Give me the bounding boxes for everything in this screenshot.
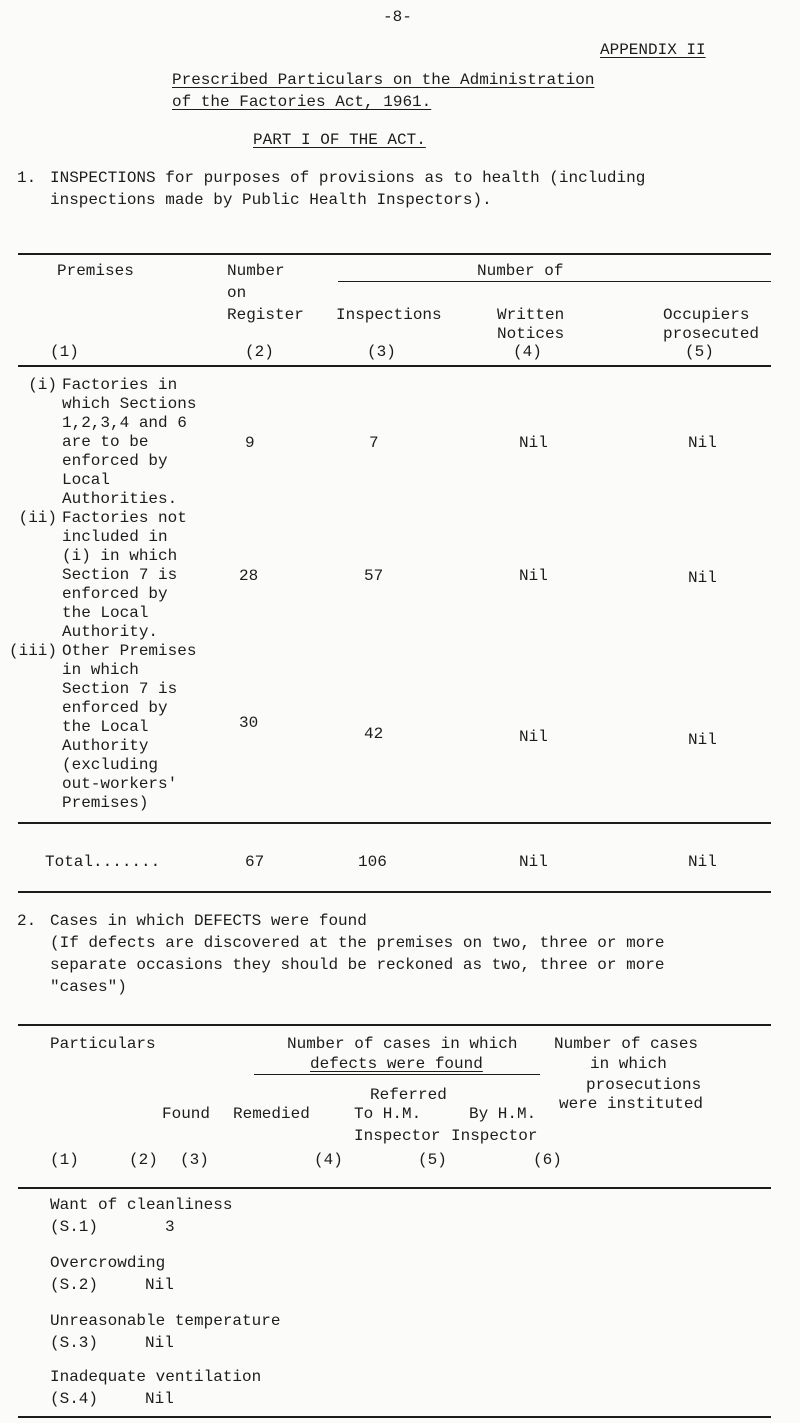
total-inspections: 106 bbox=[358, 853, 387, 871]
defect-code: (S.4) bbox=[50, 1390, 99, 1408]
row-prosecuted: Nil bbox=[688, 731, 717, 749]
col-occupiers-header-1: Occupiers bbox=[663, 306, 750, 324]
row-notices: Nil bbox=[519, 567, 548, 585]
row-label: (i) bbox=[28, 376, 57, 394]
col-prosecutions-header-4: were instituted bbox=[559, 1095, 704, 1113]
defect-code: (S.1) bbox=[50, 1218, 99, 1236]
col-num-4: (4) bbox=[314, 1151, 343, 1169]
section2-heading-line1: Cases in which DEFECTS were found bbox=[50, 912, 367, 930]
total-prosecuted: Nil bbox=[688, 853, 717, 871]
row-inspections: 57 bbox=[364, 567, 384, 585]
col-found-header: Found bbox=[162, 1105, 211, 1123]
col-occupiers-num: (5) bbox=[685, 343, 714, 361]
col-register-header-1: Number bbox=[227, 262, 285, 280]
section1-number: 1. bbox=[17, 169, 37, 187]
total-label: Total....... bbox=[45, 853, 161, 871]
row-label: (iii) bbox=[8, 642, 57, 660]
row-description: Other Premises in which Section 7 is enforced by the Local Authority (excluding out-workers' Premises) bbox=[62, 642, 197, 812]
row-description: Factories in which Sections 1,2,3,4 and 6 are to be enforced by Local Authorities. bbox=[62, 376, 197, 508]
defect-found: Nil bbox=[145, 1276, 174, 1294]
row-inspections: 7 bbox=[369, 434, 379, 452]
col-by-hm-header-2: Inspector bbox=[451, 1127, 538, 1145]
total-register: 67 bbox=[245, 853, 265, 871]
row-prosecuted: Nil bbox=[688, 434, 717, 452]
defect-label: Want of cleanliness bbox=[50, 1196, 233, 1214]
defect-code: (S.2) bbox=[50, 1276, 99, 1294]
col-premises-header: Premises bbox=[57, 262, 134, 280]
defect-found: Nil bbox=[145, 1334, 174, 1352]
col-referred-header: Referred bbox=[370, 1086, 447, 1104]
number-of-header: Number of bbox=[477, 262, 564, 280]
col-to-hm-header-1: To H.M. bbox=[354, 1105, 422, 1123]
appendix-label: APPENDIX II bbox=[600, 41, 706, 59]
row-notices: Nil bbox=[519, 728, 548, 746]
col-inspections-header: Inspections bbox=[336, 306, 442, 324]
total-notices: Nil bbox=[519, 853, 548, 871]
col-prosecutions-header-3: prosecutions bbox=[586, 1076, 702, 1094]
table-bottom-rule bbox=[18, 891, 771, 893]
defects-bottom-rule bbox=[18, 1416, 771, 1418]
row-register: 30 bbox=[239, 714, 259, 732]
col-num-1: (1) bbox=[50, 1151, 79, 1169]
col-prosecutions-header-2: in which bbox=[590, 1055, 667, 1073]
col-particulars-header: Particulars bbox=[50, 1035, 156, 1053]
col-occupiers-header-2: prosecuted bbox=[663, 325, 760, 343]
defect-label: Overcrowding bbox=[50, 1254, 166, 1272]
page-number: -8- bbox=[383, 8, 412, 26]
col-register-header-2: on bbox=[227, 284, 247, 302]
col-num-6: (6) bbox=[533, 1151, 562, 1169]
defects-top-rule bbox=[18, 1024, 771, 1026]
page-title-line2: of the Factories Act, 1961. bbox=[172, 93, 432, 111]
col-num-2: (2) bbox=[129, 1151, 158, 1169]
col-num-3: (3) bbox=[180, 1151, 209, 1169]
row-label: (ii) bbox=[18, 509, 57, 527]
section1-heading-line2: inspections made by Public Health Inspectors). bbox=[50, 191, 492, 209]
col-remedied-header: Remedied bbox=[233, 1105, 310, 1123]
row-prosecuted: Nil bbox=[688, 569, 717, 587]
col-cases-header-2: defects were found bbox=[310, 1055, 483, 1073]
defect-label: Inadequate ventilation bbox=[50, 1368, 262, 1386]
section2-heading-line4: "cases") bbox=[50, 978, 127, 996]
table-top-rule bbox=[18, 253, 771, 255]
col-prosecutions-header-1: Number of cases bbox=[554, 1035, 699, 1053]
col-num-5: (5) bbox=[418, 1151, 447, 1169]
row-register: 9 bbox=[245, 434, 255, 452]
number-of-rule bbox=[338, 281, 771, 282]
col-by-hm-header-1: By H.M. bbox=[469, 1105, 537, 1123]
col-notices-header-1: Written bbox=[497, 306, 565, 324]
col-notices-header-2: Notices bbox=[497, 325, 565, 343]
col-register-header-3: Register bbox=[227, 306, 304, 324]
part-heading: PART I OF THE ACT. bbox=[253, 131, 426, 149]
col-premises-num: (1) bbox=[50, 343, 79, 361]
row-description: Factories not included in (i) in which Section 7 is enforced by the Local Authority. bbox=[62, 509, 187, 641]
section2-number: 2. bbox=[17, 912, 37, 930]
col-inspections-num: (3) bbox=[367, 343, 396, 361]
defect-code: (S.3) bbox=[50, 1334, 99, 1352]
defect-label: Unreasonable temperature bbox=[50, 1312, 281, 1330]
col-register-num: (2) bbox=[245, 343, 274, 361]
page-title-line1: Prescribed Particulars on the Administration bbox=[172, 71, 595, 89]
defect-found: 3 bbox=[165, 1218, 175, 1236]
section1-heading-line1: INSPECTIONS for purposes of provisions as to health (including bbox=[50, 169, 646, 187]
total-top-rule bbox=[18, 822, 771, 824]
cases-underline-extend bbox=[254, 1074, 540, 1075]
col-cases-header-1: Number of cases in which bbox=[287, 1035, 518, 1053]
row-notices: Nil bbox=[519, 434, 548, 452]
defect-found: Nil bbox=[145, 1390, 174, 1408]
header-bottom-rule bbox=[18, 365, 771, 367]
section2-heading-line3: separate occasions they should be reckoned as two, three or more bbox=[50, 956, 665, 974]
row-inspections: 42 bbox=[364, 725, 384, 743]
section2-heading-line2: (If defects are discovered at the premises on two, three or more bbox=[50, 934, 665, 952]
col-to-hm-header-2: Inspector bbox=[354, 1127, 441, 1145]
defects-header-rule bbox=[18, 1187, 771, 1189]
row-register: 28 bbox=[239, 567, 259, 585]
col-notices-num: (4) bbox=[513, 343, 542, 361]
